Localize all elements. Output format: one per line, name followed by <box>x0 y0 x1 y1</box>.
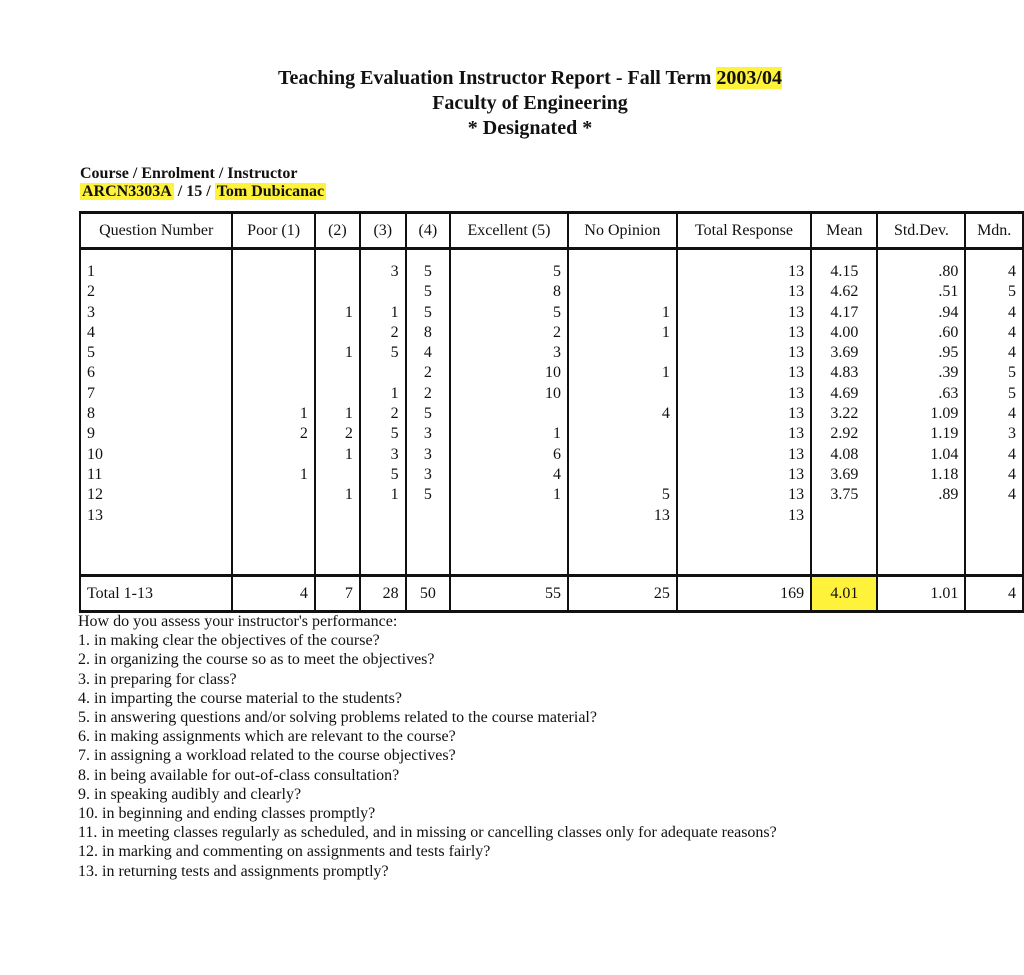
table-cell <box>239 323 308 343</box>
table-cell: 1 <box>344 344 353 362</box>
table-cell: 4.69 <box>830 384 859 402</box>
table-cell: 2 <box>344 425 353 443</box>
table-cell <box>575 424 670 444</box>
table-cell: 1 <box>661 323 670 341</box>
total-cell: 4.01 <box>811 576 877 612</box>
column-values <box>80 249 232 576</box>
table-cell <box>239 363 308 383</box>
table-cell: 6 <box>87 364 95 382</box>
table-cell <box>575 262 670 282</box>
column-header: Total Response <box>677 213 811 249</box>
column-values <box>450 249 568 576</box>
total-cell: 28 <box>360 576 406 612</box>
table-cell <box>367 282 399 302</box>
table-cell: 1 <box>552 486 561 504</box>
table-cell <box>239 343 308 363</box>
table-cell: .80 <box>938 263 959 280</box>
table-cell: 13 <box>87 506 103 524</box>
table-cell: 10 <box>544 364 561 382</box>
question-item: 11. in meeting classes regularly as scheduled, and in missing or cancelling classes only for adequate reasons? <box>78 824 777 842</box>
question-item: 10. in beginning and ending classes promptly? <box>78 805 376 823</box>
table-cell: 4.83 <box>830 364 859 382</box>
table-cell <box>457 404 561 424</box>
faculty-name: Faculty of Engineering <box>432 92 628 114</box>
table-cell: 1 <box>344 303 353 321</box>
column-header: (2) <box>315 213 360 249</box>
column-header: (4) <box>406 213 450 249</box>
course-sep-2: / <box>202 183 215 200</box>
table-cell: 4.00 <box>830 323 859 341</box>
table-cell: 5 <box>1008 384 1016 402</box>
table-body-row <box>80 249 1023 576</box>
table-cell: 4 <box>1008 344 1016 362</box>
table-cell: 3.22 <box>830 405 859 423</box>
column-values <box>877 249 965 576</box>
table-cell: 4 <box>1008 303 1016 321</box>
table-cell: 5 <box>423 405 432 423</box>
course-sep-1: / <box>173 183 187 200</box>
table-cell: 3.69 <box>830 344 859 362</box>
table-cell <box>322 384 353 404</box>
table-cell: 10 <box>544 384 561 402</box>
evaluation-table <box>79 211 1024 613</box>
table-cell: .89 <box>938 486 959 504</box>
table-cell <box>575 343 670 363</box>
table-cell: 4.62 <box>830 283 859 301</box>
total-cell: 4 <box>965 576 1023 612</box>
table-cell: 4 <box>1008 323 1016 341</box>
table-cell: 7 <box>87 384 95 402</box>
course-code: ARCN3303A <box>82 183 172 200</box>
column-values <box>232 249 315 576</box>
table-cell: .63 <box>938 384 959 402</box>
course-info <box>80 165 326 201</box>
table-cell <box>322 323 353 343</box>
table-cell: 9 <box>87 425 95 443</box>
table-cell: 1 <box>299 465 308 483</box>
table-cell: 13 <box>788 364 805 382</box>
table-cell: 2 <box>423 384 432 402</box>
questions-list <box>78 612 777 881</box>
question-item: 3. in preparing for class? <box>78 670 237 688</box>
table-cell <box>367 363 399 383</box>
table-cell: 6 <box>552 445 561 463</box>
table-cell: 1 <box>87 263 95 280</box>
table-header-row <box>80 213 1023 249</box>
column-values <box>965 249 1023 576</box>
question-items <box>78 631 777 881</box>
table-cell: 4 <box>1008 445 1016 463</box>
table-cell: .95 <box>938 344 959 362</box>
table-cell: 4 <box>1008 486 1016 504</box>
table-total-row <box>80 576 1023 612</box>
table-cell: 8 <box>87 405 95 423</box>
table-cell: 4 <box>87 323 95 341</box>
table-cell: 5 <box>552 263 561 280</box>
table-cell: 13 <box>788 506 805 524</box>
total-cell: 4 <box>232 576 315 612</box>
table-cell: 4 <box>661 405 670 423</box>
total-cell: 25 <box>568 576 677 612</box>
question-item: 9. in speaking audibly and clearly? <box>78 785 302 803</box>
column-values <box>315 249 360 576</box>
column-header: (3) <box>360 213 406 249</box>
table-cell: 5 <box>390 465 399 483</box>
column-values <box>406 249 450 576</box>
table-cell: 5 <box>661 486 670 504</box>
course-label: Course / Enrolment / Instructor <box>80 165 298 182</box>
table-cell: 8 <box>423 323 432 341</box>
total-cell: 50 <box>406 576 450 612</box>
course-enrolment: 15 <box>186 183 203 200</box>
table-cell <box>575 465 670 485</box>
table-cell <box>239 303 308 323</box>
table-cell <box>239 445 308 465</box>
table-cell: 5 <box>1008 283 1016 301</box>
table-cell: 13 <box>788 384 805 402</box>
table-cell: 1 <box>390 384 399 402</box>
question-item: 5. in answering questions and/or solving problems related to the course material? <box>78 709 597 727</box>
table-cell: 4 <box>423 344 432 362</box>
question-item: 1. in making clear the objectives of the course? <box>78 632 380 650</box>
table-cell: 5 <box>87 344 95 362</box>
column-header: Poor (1) <box>232 213 315 249</box>
table-cell: 13 <box>788 303 805 321</box>
table-cell: 5 <box>390 425 399 443</box>
column-values <box>811 249 877 576</box>
table-cell: 3 <box>1008 425 1016 443</box>
table-cell: 3 <box>390 445 399 463</box>
table-cell: 3 <box>390 263 399 280</box>
table-cell: 5 <box>390 344 399 362</box>
table-cell: 1.04 <box>930 445 959 463</box>
table-cell: .60 <box>938 323 959 341</box>
table-cell: 2 <box>423 364 432 382</box>
term-highlight: 2003/04 <box>716 67 782 89</box>
table-cell: 3.69 <box>830 465 859 483</box>
table-cell: 4 <box>1008 263 1016 280</box>
table-cell: .39 <box>938 364 959 382</box>
table-cell: 5 <box>423 283 432 301</box>
table-cell: 3 <box>87 303 95 321</box>
question-item: 12. in marking and commenting on assignments and tests fairly? <box>78 843 491 861</box>
question-item: 13. in returning tests and assignments promptly? <box>78 862 389 880</box>
report-header <box>0 66 1024 141</box>
table-cell <box>239 282 308 302</box>
table-cell: .51 <box>938 283 959 301</box>
table-cell: 3.75 <box>830 486 859 504</box>
total-cell: 55 <box>450 576 568 612</box>
table-cell: 10 <box>87 445 103 463</box>
table-cell: 5 <box>423 303 432 321</box>
instructor-name: Tom Dubicanac <box>216 183 325 200</box>
table-cell: 3 <box>423 445 432 463</box>
table-cell: 1 <box>552 425 561 443</box>
table-cell: 4.17 <box>830 303 859 321</box>
table-cell: 1 <box>390 486 399 504</box>
table-cell <box>322 506 353 526</box>
table-cell: 5 <box>552 303 561 321</box>
table-cell: 5 <box>423 263 432 280</box>
designated-label: * Designated * <box>467 117 593 139</box>
table-cell: 1.09 <box>930 405 959 423</box>
column-header: No Opinion <box>568 213 677 249</box>
column-header: Excellent (5) <box>450 213 568 249</box>
table-cell: .94 <box>938 303 959 321</box>
table-cell: 13 <box>788 445 805 463</box>
column-header: Mean <box>811 213 877 249</box>
table-cell: 11 <box>87 465 103 483</box>
table-cell: 4.08 <box>830 445 859 463</box>
table-cell: 5 <box>1008 364 1016 382</box>
table-cell: 1 <box>299 405 308 423</box>
table-cell: 13 <box>788 323 805 341</box>
questions-intro: How do you assess your instructor's performance: <box>78 613 398 630</box>
table-cell: 3 <box>423 425 432 443</box>
table-cell: 3 <box>552 344 561 362</box>
course-details <box>80 183 326 201</box>
table-cell: 13 <box>788 405 805 423</box>
question-item: 7. in assigning a workload related to the course objectives? <box>78 747 456 765</box>
table-cell: 2 <box>87 283 95 301</box>
report-title <box>0 66 1024 91</box>
table-cell: 1 <box>344 405 353 423</box>
table-cell: 13 <box>788 344 805 362</box>
table-cell: 1.19 <box>930 425 959 443</box>
table-cell <box>884 506 958 526</box>
total-cell: 169 <box>677 576 811 612</box>
total-cell: 7 <box>315 576 360 612</box>
table-cell: 4 <box>552 465 561 483</box>
column-header: Std.Dev. <box>877 213 965 249</box>
table-cell: 13 <box>788 425 805 443</box>
table-cell: 4 <box>1008 465 1016 483</box>
table-cell: 2 <box>390 405 399 423</box>
table-cell: 1 <box>661 364 670 382</box>
table-cell <box>575 445 670 465</box>
table-cell: 1.18 <box>930 465 959 483</box>
total-cell: 1.01 <box>877 576 965 612</box>
table-cell: 4 <box>1008 405 1016 423</box>
column-values <box>568 249 677 576</box>
table-cell: 2.92 <box>830 425 859 443</box>
table-cell <box>322 465 353 485</box>
table-cell: 8 <box>552 283 561 301</box>
table-cell: 1 <box>344 445 353 463</box>
column-header: Question Number <box>80 213 232 249</box>
title-text: Teaching Evaluation Instructor Report - Fall Term <box>278 67 717 89</box>
column-values <box>360 249 406 576</box>
table-cell: 2 <box>552 323 561 341</box>
table-cell: 2 <box>390 323 399 341</box>
table-cell: 12 <box>87 486 103 504</box>
table-cell <box>239 262 308 282</box>
table-cell <box>575 384 670 404</box>
table-cell: 3 <box>423 465 432 483</box>
table-cell <box>972 506 1016 526</box>
table-cell: 1 <box>390 303 399 321</box>
table-cell: 13 <box>788 465 805 483</box>
table-cell: 13 <box>788 486 805 504</box>
table-cell <box>367 506 399 526</box>
question-item: 8. in being available for out-of-class consultation? <box>78 766 400 784</box>
table-cell <box>575 282 670 302</box>
table-cell <box>413 506 443 526</box>
table-cell <box>239 384 308 404</box>
table-cell <box>818 506 870 526</box>
question-item: 4. in imparting the course material to the students? <box>78 689 402 707</box>
table-cell: 13 <box>788 263 805 280</box>
table-cell <box>239 485 308 505</box>
table-cell <box>239 506 308 526</box>
table-cell: 4.15 <box>830 263 859 280</box>
table-cell: 1 <box>344 486 353 504</box>
table-cell <box>322 282 353 302</box>
table-cell: 5 <box>423 486 432 504</box>
column-header: Mdn. <box>965 213 1023 249</box>
table-cell: 13 <box>788 283 805 301</box>
table-cell: 13 <box>653 506 670 524</box>
question-item: 6. in making assignments which are relevant to the course? <box>78 728 456 746</box>
table-cell <box>322 262 353 282</box>
table-cell <box>322 363 353 383</box>
column-values <box>677 249 811 576</box>
question-item: 2. in organizing the course so as to meet the objectives? <box>78 651 435 669</box>
table-cell: 1 <box>661 303 670 321</box>
table-cell: 2 <box>299 425 308 443</box>
table-cell <box>457 506 561 526</box>
total-label: Total 1-13 <box>80 576 232 612</box>
